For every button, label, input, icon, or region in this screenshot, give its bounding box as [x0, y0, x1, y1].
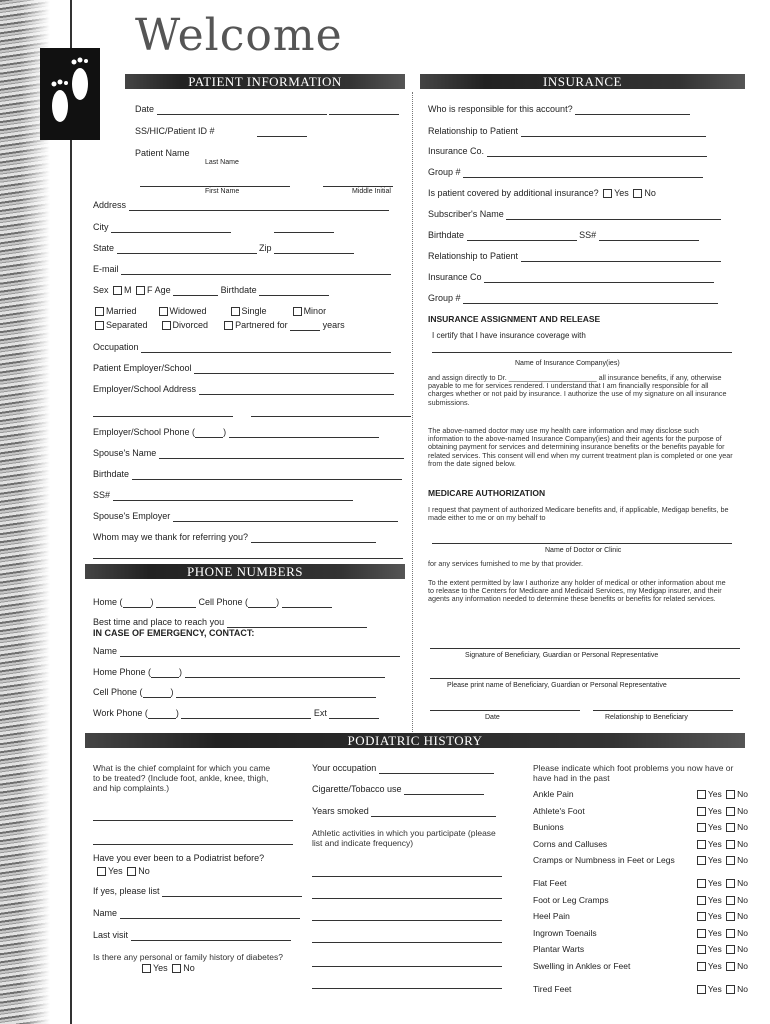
podiatrist-question: Have you ever been to a Podiatrist before?	[93, 853, 265, 863]
problem-yes-label: Yes	[707, 911, 722, 921]
problem-yes-checkbox[interactable]	[697, 945, 706, 954]
additional-insurance-label: Is patient covered by additional insurance?	[428, 188, 599, 198]
podiatrist-name-label: Name	[93, 908, 118, 918]
emergency-cell-field[interactable]	[176, 688, 376, 698]
spouse-birthdate-field[interactable]	[132, 470, 402, 480]
single-checkbox[interactable]	[231, 307, 240, 316]
date-row	[135, 104, 399, 115]
problem-yes-checkbox[interactable]	[697, 823, 706, 832]
employer-address-field-3[interactable]	[251, 407, 411, 417]
email-label: E-mail	[93, 264, 119, 274]
signature-caption: Signature of Beneficiary, Guardian or Personal Representative	[465, 652, 659, 659]
foot-problem-row	[533, 855, 748, 865]
problem-yes-label: Yes	[707, 960, 722, 971]
services-text: for any services furnished to me by that provider.	[428, 559, 584, 568]
foot-problem-row	[533, 878, 748, 888]
podiatrist-yes-checkbox[interactable]	[97, 867, 106, 876]
foot-problem-label: Heel Pain	[533, 911, 570, 921]
relationship-bene-field[interactable]	[593, 701, 733, 711]
problem-no-label: No	[737, 805, 748, 816]
subscriber-ss-field[interactable]	[599, 231, 699, 241]
problem-no-label: No	[737, 911, 748, 921]
podiatrist-yes-label: Yes	[108, 866, 123, 876]
date-label: Date	[135, 104, 155, 114]
foot-problem-label: Bunions	[533, 822, 564, 832]
minor-label: Minor	[303, 306, 327, 316]
yes-no-options	[695, 806, 748, 816]
problem-yes-label: Yes	[707, 855, 722, 865]
last-visit-label: Last visit	[93, 930, 129, 940]
problem-yes-label: Yes	[707, 822, 722, 832]
chief-complaint-question: What is the chief complaint for which you came to be treated? (Include foot, ankle, knee, thigh, and hip complaints.)	[93, 763, 271, 793]
spouse-ssn-field[interactable]	[113, 491, 353, 501]
athletic-field-2[interactable]	[312, 889, 502, 899]
additional-yes-checkbox[interactable]	[603, 189, 612, 198]
referral-label: Whom may we thank for referring you?	[93, 532, 249, 542]
problem-no-checkbox[interactable]	[726, 912, 735, 921]
tobacco-field[interactable]	[404, 785, 484, 795]
problem-no-label: No	[737, 855, 748, 865]
athletic-question: Athletic activities in which you participate (please list and indicate frequency)	[312, 828, 496, 848]
ext-label: Ext	[313, 708, 327, 718]
years-smoked-label: Years smoked	[312, 806, 369, 816]
problem-no-label: No	[737, 894, 748, 905]
state-label: State	[93, 243, 115, 253]
diabetes-no-checkbox[interactable]	[172, 964, 181, 973]
partnered-years-field[interactable]	[290, 321, 320, 331]
problem-yes-label: Yes	[707, 927, 722, 938]
city-field-2[interactable]	[274, 223, 334, 233]
separated-checkbox[interactable]	[95, 321, 104, 330]
problem-no-checkbox[interactable]	[726, 879, 735, 888]
group2-field[interactable]	[463, 294, 718, 304]
foot-problem-row	[533, 806, 748, 816]
city-field[interactable]	[111, 223, 231, 233]
your-occupation-field[interactable]	[379, 764, 494, 774]
address-field[interactable]	[129, 201, 389, 211]
yes-no-options	[695, 895, 748, 905]
yes-no-options	[695, 822, 748, 832]
problem-no-checkbox[interactable]	[726, 840, 735, 849]
company-name-caption: Name of Insurance Company(ies)	[515, 360, 620, 367]
problem-no-label: No	[737, 838, 748, 849]
emergency-name-label: Name	[93, 646, 118, 656]
foot-problem-label: Ankle Pain	[533, 789, 574, 799]
married-label: Married	[106, 306, 137, 316]
foot-problem-label: Foot or Leg Cramps	[533, 894, 609, 905]
employer-phone-label: Employer/School Phone (	[93, 427, 196, 437]
date-sign-field[interactable]	[430, 701, 580, 711]
home-area-field[interactable]	[123, 598, 151, 608]
problem-yes-checkbox[interactable]	[697, 856, 706, 865]
law-text: To the extent permitted by law I authorize any holder of medical or other information about me to release to the Centers for Medicare and Medicaid Services, my Medigap insurer, and their agents any information needed to determine these benefits or benefits for related services.	[428, 578, 726, 604]
podiatrist-no-label: No	[138, 866, 150, 876]
foot-problem-row	[533, 911, 748, 921]
occupation-label: Occupation	[93, 342, 139, 352]
column-divider	[412, 92, 414, 732]
foot-problem-label: Tired Feet	[533, 983, 572, 994]
patient-name-label: Patient Name	[135, 148, 190, 158]
problem-yes-label: Yes	[707, 838, 722, 849]
best-time-field[interactable]	[227, 618, 367, 628]
zip-label: Zip	[259, 243, 272, 253]
divorced-label: Divorced	[172, 320, 209, 330]
yes-no-options	[695, 984, 748, 994]
problem-no-label: No	[737, 878, 748, 888]
responsible-field[interactable]	[575, 105, 690, 115]
footprint-logo	[40, 48, 100, 140]
work-phone-label: Work Phone (	[93, 708, 148, 718]
insurance-company-label: Insurance Co.	[428, 146, 485, 156]
assignment-heading: INSURANCE ASSIGNMENT AND RELEASE	[428, 314, 601, 324]
problem-no-checkbox[interactable]	[726, 807, 735, 816]
yes-no-options	[695, 789, 748, 799]
subscriber-birthdate-label: Birthdate	[428, 230, 465, 240]
foot-problem-row	[533, 895, 748, 905]
relationship-bene-caption: Relationship to Beneficiary	[605, 714, 688, 721]
athletic-field-4[interactable]	[312, 933, 502, 943]
athletic-field-5[interactable]	[312, 957, 502, 967]
page-title: Welcome	[135, 10, 343, 61]
yes-no-options	[695, 928, 748, 938]
problem-yes-checkbox[interactable]	[697, 912, 706, 921]
your-occupation-label: Your occupation	[312, 763, 377, 773]
best-time-label: Best time and place to reach you	[93, 617, 225, 627]
insurance-company-name-field[interactable]	[432, 343, 732, 353]
medicare-text: I request that payment of authorized Medicare benefits and, if applicable, Medigap benefits, be made either to me or on my behalf to	[428, 505, 729, 523]
ssn-label: SS/HIC/Patient ID #	[135, 126, 215, 136]
separated-label: Separated	[106, 320, 148, 330]
problem-yes-label: Yes	[707, 944, 722, 954]
problem-yes-label: Yes	[707, 789, 722, 799]
foot-problem-label: Cramps or Numbness in Feet or Legs	[533, 855, 675, 865]
subscriber-name-field[interactable]	[506, 210, 721, 220]
problem-no-label: No	[737, 983, 748, 994]
certify-text: I certify that I have insurance coverage with	[432, 331, 586, 340]
married-checkbox[interactable]	[95, 307, 104, 316]
responsible-label: Who is responsible for this account?	[428, 104, 573, 114]
yes-no-options	[695, 961, 748, 971]
referral-field-2[interactable]	[93, 549, 403, 559]
problem-no-label: No	[737, 960, 748, 971]
diabetes-yes-checkbox[interactable]	[142, 964, 151, 973]
home-number-field[interactable]	[156, 598, 196, 608]
years-label: years	[322, 320, 345, 330]
employer-address-field-2[interactable]	[93, 407, 233, 417]
problem-no-checkbox[interactable]	[726, 823, 735, 832]
city-label: City	[93, 222, 109, 232]
insurance-company2-label: Insurance Co	[428, 272, 482, 282]
subscriber-birthdate-field[interactable]	[467, 231, 577, 241]
yes-no-options	[695, 855, 748, 865]
vertical-rule	[70, 0, 72, 1024]
partnered-checkbox[interactable]	[224, 321, 233, 330]
problem-yes-checkbox[interactable]	[697, 840, 706, 849]
spouse-name-label: Spouse's Name	[93, 448, 157, 458]
birthdate-label: Birthdate	[220, 285, 257, 295]
employer-phone-area[interactable]	[195, 428, 223, 438]
additional-no-checkbox[interactable]	[633, 189, 642, 198]
problem-no-checkbox[interactable]	[726, 929, 735, 938]
subscriber-ss-label: SS#	[579, 230, 597, 240]
foot-problem-row	[533, 928, 748, 938]
patient-information-banner: PATIENT INFORMATION	[125, 74, 405, 89]
sex-f-checkbox[interactable]	[136, 286, 145, 295]
spouse-employer-label: Spouse's Employer	[93, 511, 171, 521]
foot-problem-row	[533, 839, 748, 849]
problem-yes-checkbox[interactable]	[697, 790, 706, 799]
problem-yes-label: Yes	[707, 805, 722, 816]
age-field[interactable]	[173, 286, 218, 296]
print-name-caption: Please print name of Beneficiary, Guardian or Personal Representative	[447, 682, 667, 689]
work-number-field[interactable]	[181, 709, 311, 719]
emergency-contact-heading: IN CASE OF EMERGENCY, CONTACT:	[93, 628, 255, 638]
cell-phone-label: Cell Phone (	[198, 597, 249, 607]
last-visit-field[interactable]	[131, 931, 291, 941]
additional-no-label: No	[644, 188, 656, 198]
ssn-field[interactable]	[257, 127, 307, 137]
print-name-field[interactable]	[430, 669, 740, 679]
partnered-label: Partnered for	[235, 320, 288, 330]
athletic-field-3[interactable]	[312, 911, 502, 921]
date-caption: Date	[485, 714, 500, 721]
spouse-ssn-label: SS#	[93, 490, 111, 500]
minor-checkbox[interactable]	[293, 307, 302, 316]
emergency-home-field[interactable]	[185, 668, 385, 678]
problem-yes-label: Yes	[707, 983, 722, 994]
date-field-2[interactable]	[329, 105, 399, 115]
problem-no-checkbox[interactable]	[726, 896, 735, 905]
podiatrist-no-checkbox[interactable]	[127, 867, 136, 876]
problem-yes-checkbox[interactable]	[697, 879, 706, 888]
employer-label: Patient Employer/School	[93, 363, 192, 373]
problem-no-label: No	[737, 927, 748, 938]
diabetes-yes-label: Yes	[153, 963, 168, 973]
problem-yes-checkbox[interactable]	[697, 962, 706, 971]
last-name-label: Last Name	[205, 159, 239, 166]
sex-m-label: M	[124, 285, 132, 295]
home-phone-label: Home (	[93, 597, 123, 607]
problem-yes-label: Yes	[707, 878, 722, 888]
problem-no-checkbox[interactable]	[726, 985, 735, 994]
doctor-name-caption: Name of Doctor or Clinic	[545, 547, 622, 554]
phone-numbers-banner: PHONE NUMBERS	[85, 564, 405, 579]
if-yes-field[interactable]	[162, 887, 302, 897]
emergency-home-area-field[interactable]	[151, 668, 179, 678]
podiatrist-name-field[interactable]	[120, 909, 300, 919]
relationship2-field[interactable]	[521, 252, 721, 262]
emergency-home-phone-label: Home Phone (	[93, 667, 152, 677]
problem-yes-label: Yes	[707, 894, 722, 905]
address-label: Address	[93, 200, 127, 210]
group2-label: Group #	[428, 293, 461, 303]
problem-no-label: No	[737, 822, 748, 832]
problem-no-checkbox[interactable]	[726, 790, 735, 799]
problem-no-checkbox[interactable]	[726, 856, 735, 865]
employer-address-field[interactable]	[199, 385, 394, 395]
signature-field[interactable]	[430, 639, 740, 649]
foot-problems-intro: Please indicate which foot problems you now have or have had in the past	[533, 763, 734, 783]
assignment-text: and assign directly to Dr. ______________________ all insurance benefits, if any, otherwise payable to me for services rendered. I understand that I am financially responsible for all charges whether or not paid by insurance. I authorize the use of my signature on all insurance submissions.	[428, 373, 727, 407]
spouse-employer-field[interactable]	[173, 512, 398, 522]
insurance-company-field[interactable]	[487, 147, 707, 157]
middle-initial-label: Middle Initial	[352, 188, 391, 195]
widowed-checkbox[interactable]	[159, 307, 168, 316]
occupation-field[interactable]	[141, 343, 391, 353]
foot-problem-row	[533, 789, 748, 799]
zip-field[interactable]	[274, 244, 354, 254]
referral-field[interactable]	[251, 533, 376, 543]
spouse-birthdate-label: Birthdate	[93, 469, 130, 479]
ext-field[interactable]	[329, 709, 379, 719]
work-area-field[interactable]	[148, 709, 176, 719]
foot-problem-label: Corns and Calluses	[533, 838, 608, 849]
problem-no-label: No	[737, 944, 748, 954]
employer-address-label: Employer/School Address	[93, 384, 197, 394]
athletic-field-6[interactable]	[312, 979, 502, 989]
foot-problem-row	[533, 822, 748, 832]
problem-yes-checkbox[interactable]	[697, 985, 706, 994]
emergency-cell-phone-label: Cell Phone (	[93, 687, 143, 697]
foot-problem-row	[533, 961, 748, 971]
foot-problem-label: Ingrown Toenails	[533, 927, 597, 938]
single-label: Single	[241, 306, 267, 316]
foot-problem-label: Flat Feet	[533, 878, 567, 888]
cell-area-field[interactable]	[248, 598, 276, 608]
spouse-name-field[interactable]	[159, 449, 404, 459]
if-yes-label: If yes, please list	[93, 886, 160, 896]
employer-field[interactable]	[194, 364, 394, 374]
problem-no-label: No	[737, 789, 748, 799]
yes-no-options	[695, 911, 748, 921]
emergency-name-field[interactable]	[120, 647, 400, 657]
foot-problem-label: Swelling in Ankles or Feet	[533, 960, 631, 971]
release-text: The above-named doctor may use my health care information and may disclose such information to the above-named Insurance Company(ies) and their agents for the purpose of obtaining payment for services and determining insurance benefits or the benefits payable for related services. This consent will end when my current treatment plan is completed or one year from the date signed below.	[428, 426, 733, 468]
relationship2-label: Relationship to Patient	[428, 251, 519, 261]
yes-no-options	[695, 944, 748, 954]
foot-problem-row	[533, 944, 748, 954]
age-label: Age	[154, 285, 171, 295]
relationship-label: Relationship to Patient	[428, 126, 519, 136]
state-field[interactable]	[117, 244, 257, 254]
complaint-field-2[interactable]	[93, 835, 293, 845]
problem-yes-checkbox[interactable]	[697, 807, 706, 816]
date-field[interactable]	[157, 105, 327, 115]
sex-m-checkbox[interactable]	[113, 286, 122, 295]
insurance-banner: INSURANCE	[420, 74, 745, 89]
group-label: Group #	[428, 167, 461, 177]
group-field[interactable]	[463, 168, 703, 178]
tobacco-label: Cigarette/Tobacco use	[312, 784, 402, 794]
medicare-heading: MEDICARE AUTHORIZATION	[428, 488, 546, 498]
insurance-company2-field[interactable]	[484, 273, 714, 283]
doctor-name-field[interactable]	[432, 534, 732, 544]
foot-problem-label: Athlete's Foot	[533, 805, 585, 816]
podiatric-history-banner: PODIATRIC HISTORY	[85, 733, 745, 748]
subscriber-name-label: Subscriber's Name	[428, 209, 504, 219]
problem-yes-checkbox[interactable]	[697, 896, 706, 905]
cell-number-field[interactable]	[282, 598, 332, 608]
first-name-label: First Name	[205, 188, 240, 195]
relationship-field[interactable]	[521, 127, 706, 137]
complaint-field-1[interactable]	[93, 811, 293, 821]
edge-fade	[0, 0, 50, 1024]
diabetes-no-label: No	[183, 963, 195, 973]
foot-problem-row	[533, 984, 748, 994]
athletic-field-1[interactable]	[312, 867, 502, 877]
emergency-cell-area-field[interactable]	[143, 688, 171, 698]
problem-yes-checkbox[interactable]	[697, 929, 706, 938]
email-field[interactable]	[121, 265, 391, 275]
diabetes-question: Is there any personal or family history of diabetes?	[93, 952, 283, 962]
problem-no-checkbox[interactable]	[726, 962, 735, 971]
sex-f-label: F	[147, 285, 153, 295]
years-smoked-field[interactable]	[371, 807, 496, 817]
widowed-label: Widowed	[169, 306, 207, 316]
yes-no-options	[695, 878, 748, 888]
birthdate-field[interactable]	[259, 286, 329, 296]
employer-phone-field[interactable]	[229, 428, 379, 438]
additional-yes-label: Yes	[614, 188, 629, 198]
sex-label: Sex	[93, 285, 109, 295]
foot-problem-label: Plantar Warts	[533, 944, 585, 954]
problem-no-checkbox[interactable]	[726, 945, 735, 954]
divorced-checkbox[interactable]	[162, 321, 171, 330]
yes-no-options	[695, 839, 748, 849]
